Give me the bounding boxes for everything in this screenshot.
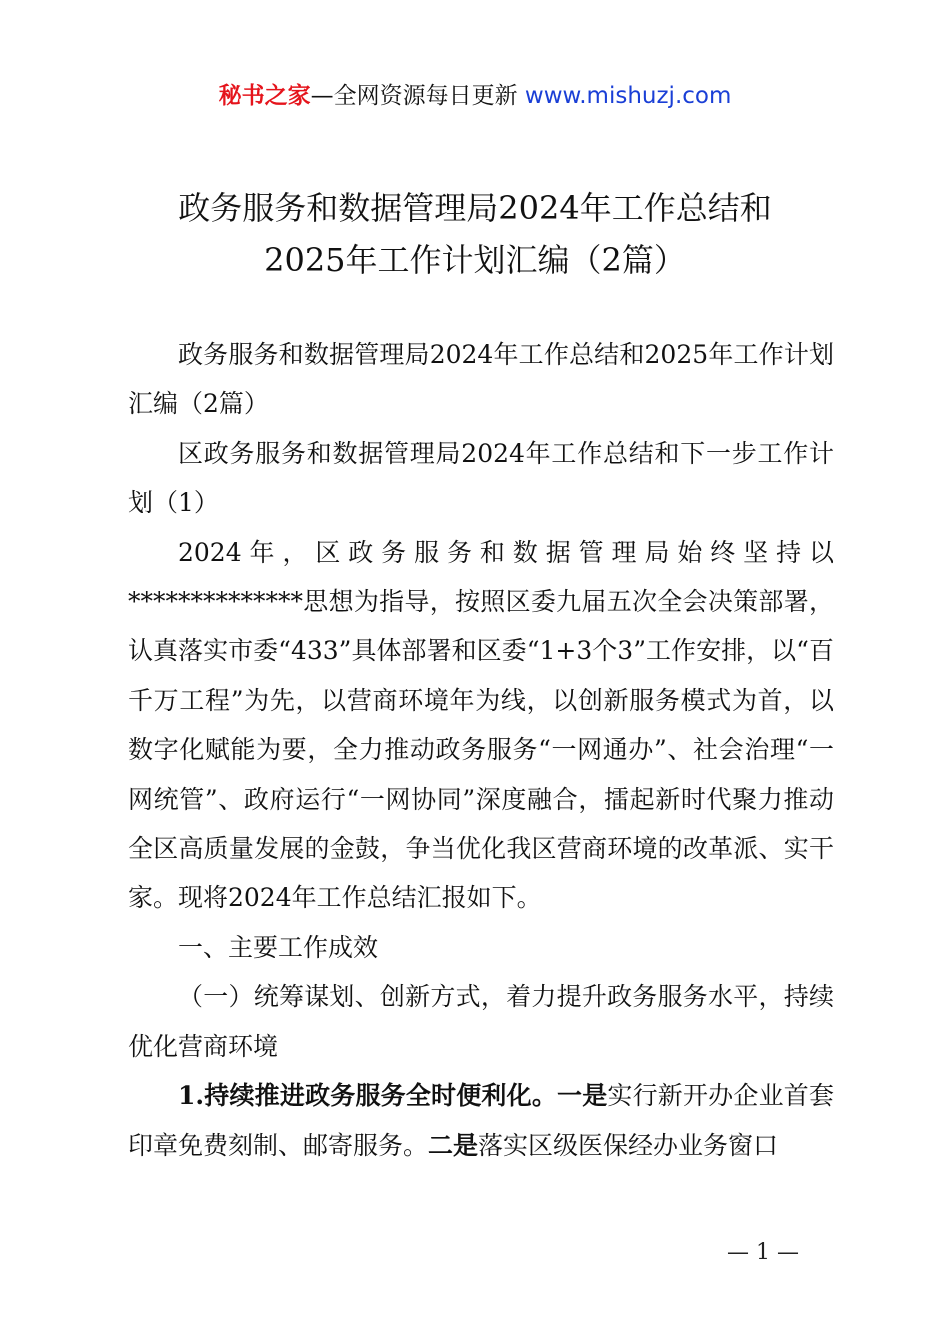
point-text-2: 落实区级医保经办业务窗口 (478, 1130, 779, 1160)
title-line-1: 政务服务和数据管理局2024年工作总结和 (178, 189, 772, 227)
paragraph-article-title: 区政务服务和数据管理局2024年工作总结和下一步工作计划（1） (128, 438, 834, 518)
section-heading-1: 一、主要工作成效 (178, 932, 379, 962)
subsection-heading-1: （一）统筹谋划、创新方式，着力提升政务服务水平，持续优化营商环境 (128, 982, 834, 1061)
page-number: — 1 — (727, 1240, 799, 1265)
point-label-2: 二是 (428, 1130, 479, 1160)
item-heading: 1.持续推进政务服务全时便利化。 (178, 1081, 558, 1111)
title-line-2: 2025年工作计划汇编（2篇） (264, 241, 686, 279)
point-text-1: 实行新开办企业首套印章免费刻制、邮寄服务。 (128, 1081, 834, 1160)
document-title (60, 182, 890, 286)
paragraph-intro: 2024年，区政务服务和数据管理局始终坚持以**************思想为指导，按照区委九届五次全会决策部署，认真落实市委“433”具体部署和区委“1+3个3”工作安排，以“百千万工程”为先，以营商环境年为线，以创新服务模式为首，以数字化赋能为要，全力推动政务服务“一网通办”、社会治理“一网统管”、政府运行“一网协同”深度融合，擂起新时代聚力推动全区高质量发展的金鼓，争当优化我区营商环境的改革派、实干家。现将2024年工作总结汇报如下。 (128, 537, 834, 913)
document-body (128, 330, 834, 1170)
point-label-1: 一是 (557, 1081, 608, 1111)
site-banner (0, 80, 950, 112)
paragraph-item-1 (128, 1071, 834, 1170)
brand-name: 秘书之家 (218, 83, 311, 109)
banner-tagline: —全网资源每日更新 (310, 83, 525, 109)
paragraph-collection-title: 政务服务和数据管理局2024年工作总结和2025年工作计划汇编（2篇） (128, 340, 834, 419)
site-url-link[interactable]: www.mishuzj.com (524, 83, 732, 109)
